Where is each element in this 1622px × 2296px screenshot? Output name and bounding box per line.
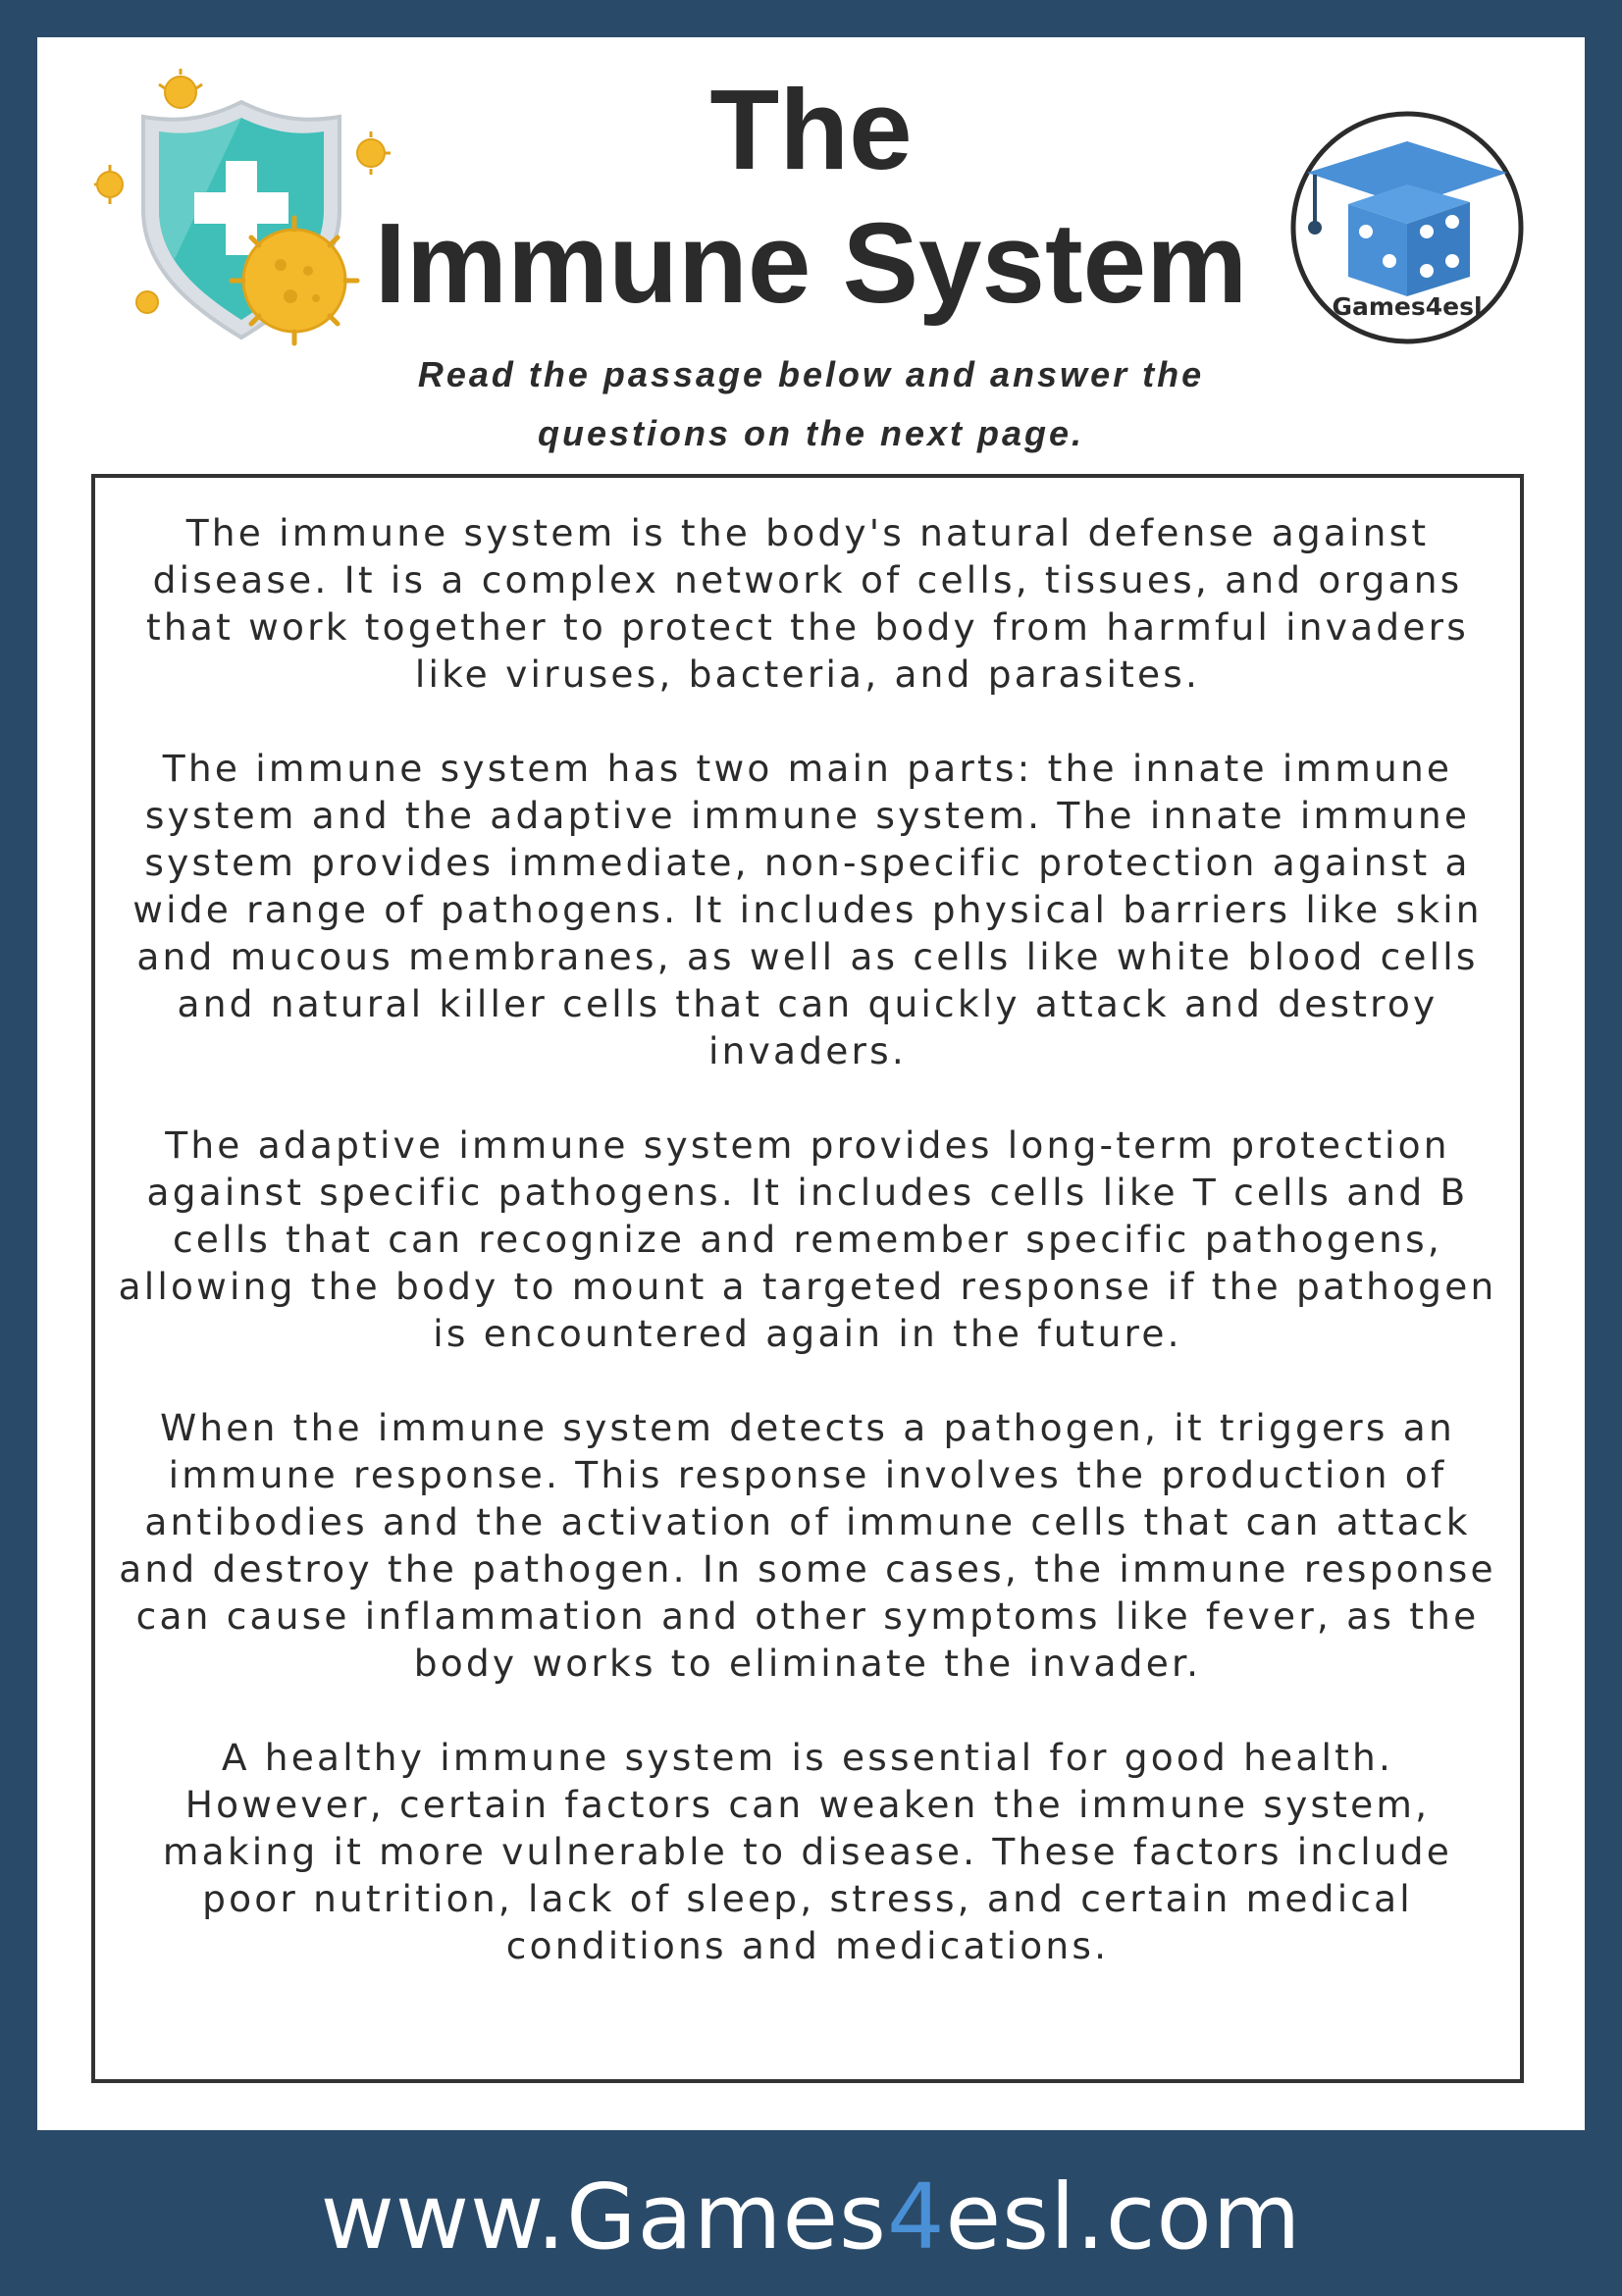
footer-url-suffix: esl.com	[945, 2165, 1302, 2270]
passage-paragraph: The immune system has two main parts: the innate immune system and the adaptive immune system. The innate immune system provides immediate, non-specific protection against a wide range of pathogens. It includes physical barriers like skin and mucous membranes, as well as cells like white blood cells and natural killer cells that can quickly attack and destroy invaders.	[132, 747, 1483, 1072]
title-line-1: The	[709, 66, 913, 193]
passage-paragraph: The immune system is the body's natural defense against disease. It is a complex network of cells, tissues, and organs that work together to protect the body from harmful invaders like viruses, bacteria, and parasites.	[146, 511, 1469, 696]
instruction-line-1: Read the passage below and answer the	[417, 354, 1205, 394]
instruction-text	[0, 345, 1622, 463]
passage-paragraph: The adaptive immune system provides long-term protection against specific pathogens. It includes cells like T cells and B cells that can recognize and remember specific pathogens, allowing the body to mount a targeted response if the pathogen is encountered again in the future.	[118, 1123, 1497, 1355]
footer-website-link[interactable]	[0, 2165, 1622, 2270]
instruction-line-2: questions on the next page.	[537, 413, 1085, 453]
logo-text: Games4esl	[1332, 292, 1483, 321]
passage-paragraph: A healthy immune system is essential for good health. However, certain factors can weaken the immune system, making it more vulnerable to disease. These factors include poor nutrition, lack of sleep, stress, and certain medical conditions and medications.	[162, 1736, 1453, 1967]
footer-url-prefix: www.Games	[320, 2165, 887, 2270]
title-line-2: Immune System	[374, 199, 1248, 327]
passage-paragraph: When the immune system detects a pathogen, it triggers an immune response. This response involves the production of antibodies and the activation of immune cells that can attack and destroy the pathogen. In some cases, the immune response can cause inflammation and other symptoms like fever, as the body works to eliminate the invader.	[119, 1406, 1496, 1685]
footer-url-accent: 4	[886, 2165, 946, 2270]
reading-passage	[91, 474, 1524, 2083]
